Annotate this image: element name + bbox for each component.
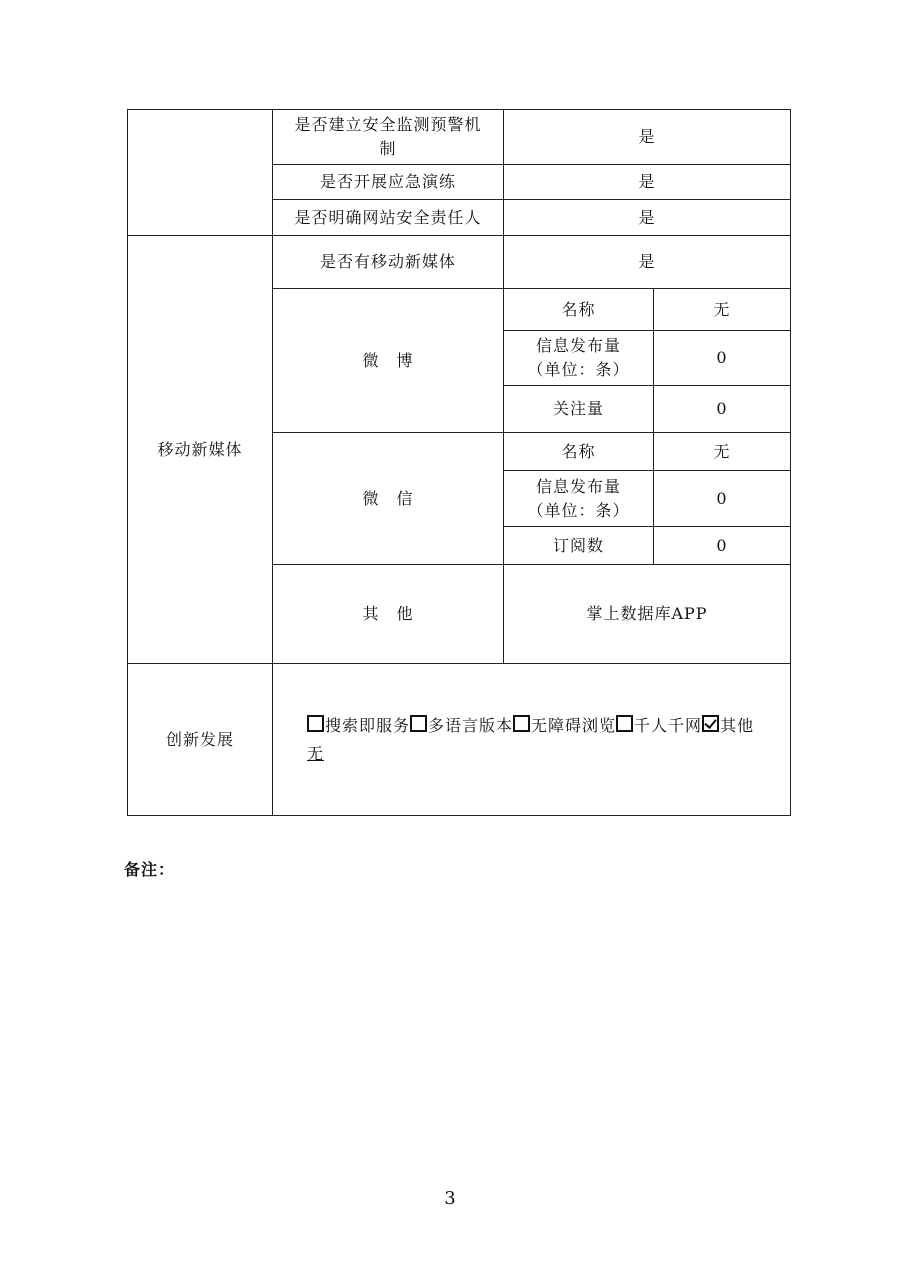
checkbox-personalized[interactable] — [616, 715, 633, 732]
other-media-label: 其 他 — [273, 565, 504, 664]
innovation-label: 创新发展 — [128, 664, 273, 816]
innovation-options — [273, 664, 791, 816]
wechat-subscribers-value: 0 — [654, 527, 791, 565]
has-mobile-media-label: 是否有移动新媒体 — [273, 236, 504, 289]
checkbox-search-as-service[interactable] — [307, 715, 324, 732]
checkbox-other[interactable] — [702, 715, 719, 732]
weibo-followers-value: 0 — [654, 386, 791, 433]
security-monitoring-value: 是 — [504, 110, 791, 165]
wechat-name-value: 无 — [654, 433, 791, 471]
checkbox-accessibility[interactable] — [513, 715, 530, 732]
weibo-name-label: 名称 — [504, 289, 654, 331]
option-accessibility-label: 无障碍浏览 — [531, 715, 617, 735]
other-text: 无 — [307, 743, 325, 763]
weibo-posts-value: 0 — [654, 331, 791, 386]
weibo-label: 微 博 — [273, 289, 504, 433]
table-row — [128, 110, 791, 165]
security-section-cell — [128, 110, 273, 236]
security-monitoring-label: 是否建立安全监测预警机制 — [273, 110, 504, 165]
page-number: 3 — [444, 1188, 456, 1209]
wechat-subscribers-label: 订阅数 — [504, 527, 654, 565]
option-other-label: 其他 — [720, 715, 755, 735]
wechat-name-label: 名称 — [504, 433, 654, 471]
mobile-media-section-label: 移动新媒体 — [128, 236, 273, 664]
weibo-posts-label: 信息发布量（单位：条） — [504, 331, 654, 386]
emergency-drill-label: 是否开展应急演练 — [273, 165, 504, 200]
security-responsible-label: 是否明确网站安全责任人 — [273, 200, 504, 236]
wechat-posts-label: 信息发布量（单位：条） — [504, 471, 654, 527]
report-table — [127, 109, 791, 816]
emergency-drill-value: 是 — [504, 165, 791, 200]
wechat-posts-value: 0 — [654, 471, 791, 527]
table-row — [128, 236, 791, 289]
weibo-followers-label: 关注量 — [504, 386, 654, 433]
has-mobile-media-value: 是 — [504, 236, 791, 289]
remark-label: 备注： — [124, 860, 176, 879]
wechat-label: 微 信 — [273, 433, 504, 565]
checkbox-multilingual[interactable] — [410, 715, 427, 732]
weibo-name-value: 无 — [654, 289, 791, 331]
security-responsible-value: 是 — [504, 200, 791, 236]
option-multilingual-label: 多语言版本 — [428, 715, 514, 735]
table-row — [128, 664, 791, 816]
option-search-as-service-label: 搜索即服务 — [325, 715, 411, 735]
other-media-value: 掌上数据库APP — [504, 565, 791, 664]
option-personalized-label: 千人千网 — [634, 715, 703, 735]
